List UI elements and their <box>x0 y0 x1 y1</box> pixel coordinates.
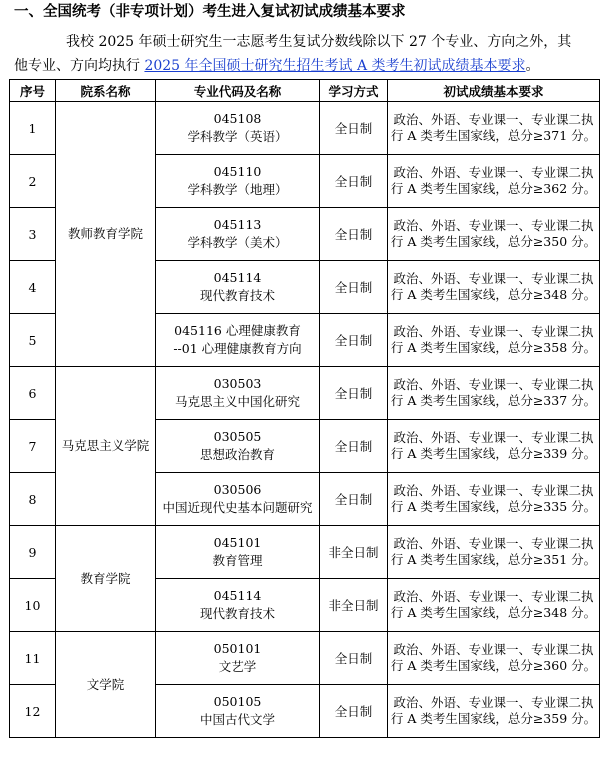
major-cell <box>156 526 320 579</box>
requirement-text: 政治、外语、专业课一、专业课二执行 A 类考生国家线，总分≥358 分。 <box>388 314 600 367</box>
major-code: 045110 <box>213 164 262 179</box>
intro-line-1: 我校 2025 年硕士研究生一志愿考生复试分数线除以下 27 个专业、方向之外，其 <box>66 34 572 50</box>
major-code: 050101 <box>213 641 262 656</box>
requirement-text: 政治、外语、专业课一、专业课二执行 A 类考生国家线，总分≥348 分。 <box>388 579 600 632</box>
study-mode: 全日制 <box>320 685 388 738</box>
requirements-table <box>9 79 600 738</box>
row-no: 1 <box>10 102 56 155</box>
major-code: 045114 <box>213 270 262 285</box>
major-name: 文艺学 <box>218 659 257 674</box>
study-mode: 全日制 <box>320 208 388 261</box>
row-no: 6 <box>10 367 56 420</box>
major-name: 学科教学（英语） <box>187 129 288 144</box>
major-name: 马克思主义中国化研究 <box>174 394 300 409</box>
study-mode: 全日制 <box>320 102 388 155</box>
major-name: 教育管理 <box>212 553 263 568</box>
major-cell <box>156 579 320 632</box>
header-major: 专业代码及名称 <box>156 80 320 102</box>
table-row <box>10 632 600 685</box>
major-name: 中国近现代史基本问题研究 <box>162 500 313 515</box>
major-code: 045116 心理健康教育 <box>174 323 301 338</box>
department-cell: 教师教育学院 <box>56 102 156 367</box>
study-mode: 全日制 <box>320 367 388 420</box>
requirement-text: 政治、外语、专业课一、专业课二执行 A 类考生国家线，总分≥339 分。 <box>388 420 600 473</box>
major-code: 030506 <box>213 482 262 497</box>
study-mode: 全日制 <box>320 314 388 367</box>
row-no: 3 <box>10 208 56 261</box>
study-mode: 全日制 <box>320 420 388 473</box>
major-cell <box>156 208 320 261</box>
header-study-mode: 学习方式 <box>320 80 388 102</box>
row-no: 4 <box>10 261 56 314</box>
major-cell <box>156 473 320 526</box>
major-name: 现代教育技术 <box>199 288 275 303</box>
study-mode: 全日制 <box>320 473 388 526</box>
row-no: 2 <box>10 155 56 208</box>
national-line-link[interactable]: 2025 年全国硕士研究生招生考试 A 类考生初试成绩基本要求 <box>144 58 526 74</box>
major-name: 学科教学（美术） <box>187 235 288 250</box>
intro-line-2-prefix: 他专业、方向均执行 <box>14 58 145 74</box>
row-no: 7 <box>10 420 56 473</box>
requirement-text: 政治、外语、专业课一、专业课二执行 A 类考生国家线，总分≥348 分。 <box>388 261 600 314</box>
major-cell <box>156 155 320 208</box>
requirement-text: 政治、外语、专业课一、专业课二执行 A 类考生国家线，总分≥362 分。 <box>388 155 600 208</box>
major-name: 中国古代文学 <box>199 712 275 727</box>
row-no: 11 <box>10 632 56 685</box>
major-cell <box>156 261 320 314</box>
intro-paragraph <box>14 30 596 78</box>
row-no: 9 <box>10 526 56 579</box>
row-no: 5 <box>10 314 56 367</box>
study-mode: 全日制 <box>320 155 388 208</box>
department-cell: 文学院 <box>56 632 156 738</box>
requirement-text: 政治、外语、专业课一、专业课二执行 A 类考生国家线，总分≥371 分。 <box>388 102 600 155</box>
major-name: --01 心理健康教育方向 <box>173 341 302 356</box>
row-no: 8 <box>10 473 56 526</box>
major-cell <box>156 632 320 685</box>
major-cell <box>156 420 320 473</box>
major-code: 050105 <box>213 694 262 709</box>
major-name: 学科教学（地理） <box>187 182 288 197</box>
department-cell: 教育学院 <box>56 526 156 632</box>
major-cell <box>156 685 320 738</box>
major-code: 045114 <box>213 588 262 603</box>
requirement-text: 政治、外语、专业课一、专业课二执行 A 类考生国家线，总分≥360 分。 <box>388 632 600 685</box>
study-mode: 非全日制 <box>320 526 388 579</box>
requirement-text: 政治、外语、专业课一、专业课二执行 A 类考生国家线，总分≥337 分。 <box>388 367 600 420</box>
table-row <box>10 102 600 155</box>
study-mode: 全日制 <box>320 632 388 685</box>
row-no: 12 <box>10 685 56 738</box>
table-row <box>10 526 600 579</box>
header-no: 序号 <box>10 80 56 102</box>
requirement-text: 政治、外语、专业课一、专业课二执行 A 类考生国家线，总分≥359 分。 <box>388 685 600 738</box>
intro-line-2 <box>14 54 596 78</box>
department-cell: 马克思主义学院 <box>56 367 156 526</box>
requirement-text: 政治、外语、专业课一、专业课二执行 A 类考生国家线，总分≥335 分。 <box>388 473 600 526</box>
major-code: 045113 <box>213 217 262 232</box>
header-department: 院系名称 <box>56 80 156 102</box>
header-requirement: 初试成绩基本要求 <box>388 80 600 102</box>
requirement-text: 政治、外语、专业课一、专业课二执行 A 类考生国家线，总分≥350 分。 <box>388 208 600 261</box>
major-cell <box>156 314 320 367</box>
study-mode: 全日制 <box>320 261 388 314</box>
row-no: 10 <box>10 579 56 632</box>
major-name: 思想政治教育 <box>199 447 275 462</box>
major-code: 030503 <box>213 376 262 391</box>
study-mode: 非全日制 <box>320 579 388 632</box>
major-code: 030505 <box>213 429 262 444</box>
section-heading: 一、全国统考（非专项计划）考生进入复试初试成绩基本要求 <box>14 4 406 20</box>
major-code: 045101 <box>213 535 262 550</box>
table-row <box>10 367 600 420</box>
major-name: 现代教育技术 <box>199 606 275 621</box>
major-code: 045108 <box>213 111 262 126</box>
table-header-row <box>10 80 600 102</box>
major-cell <box>156 367 320 420</box>
major-cell <box>156 102 320 155</box>
intro-line-2-suffix: 。 <box>525 58 540 74</box>
requirement-text: 政治、外语、专业课一、专业课二执行 A 类考生国家线，总分≥351 分。 <box>388 526 600 579</box>
